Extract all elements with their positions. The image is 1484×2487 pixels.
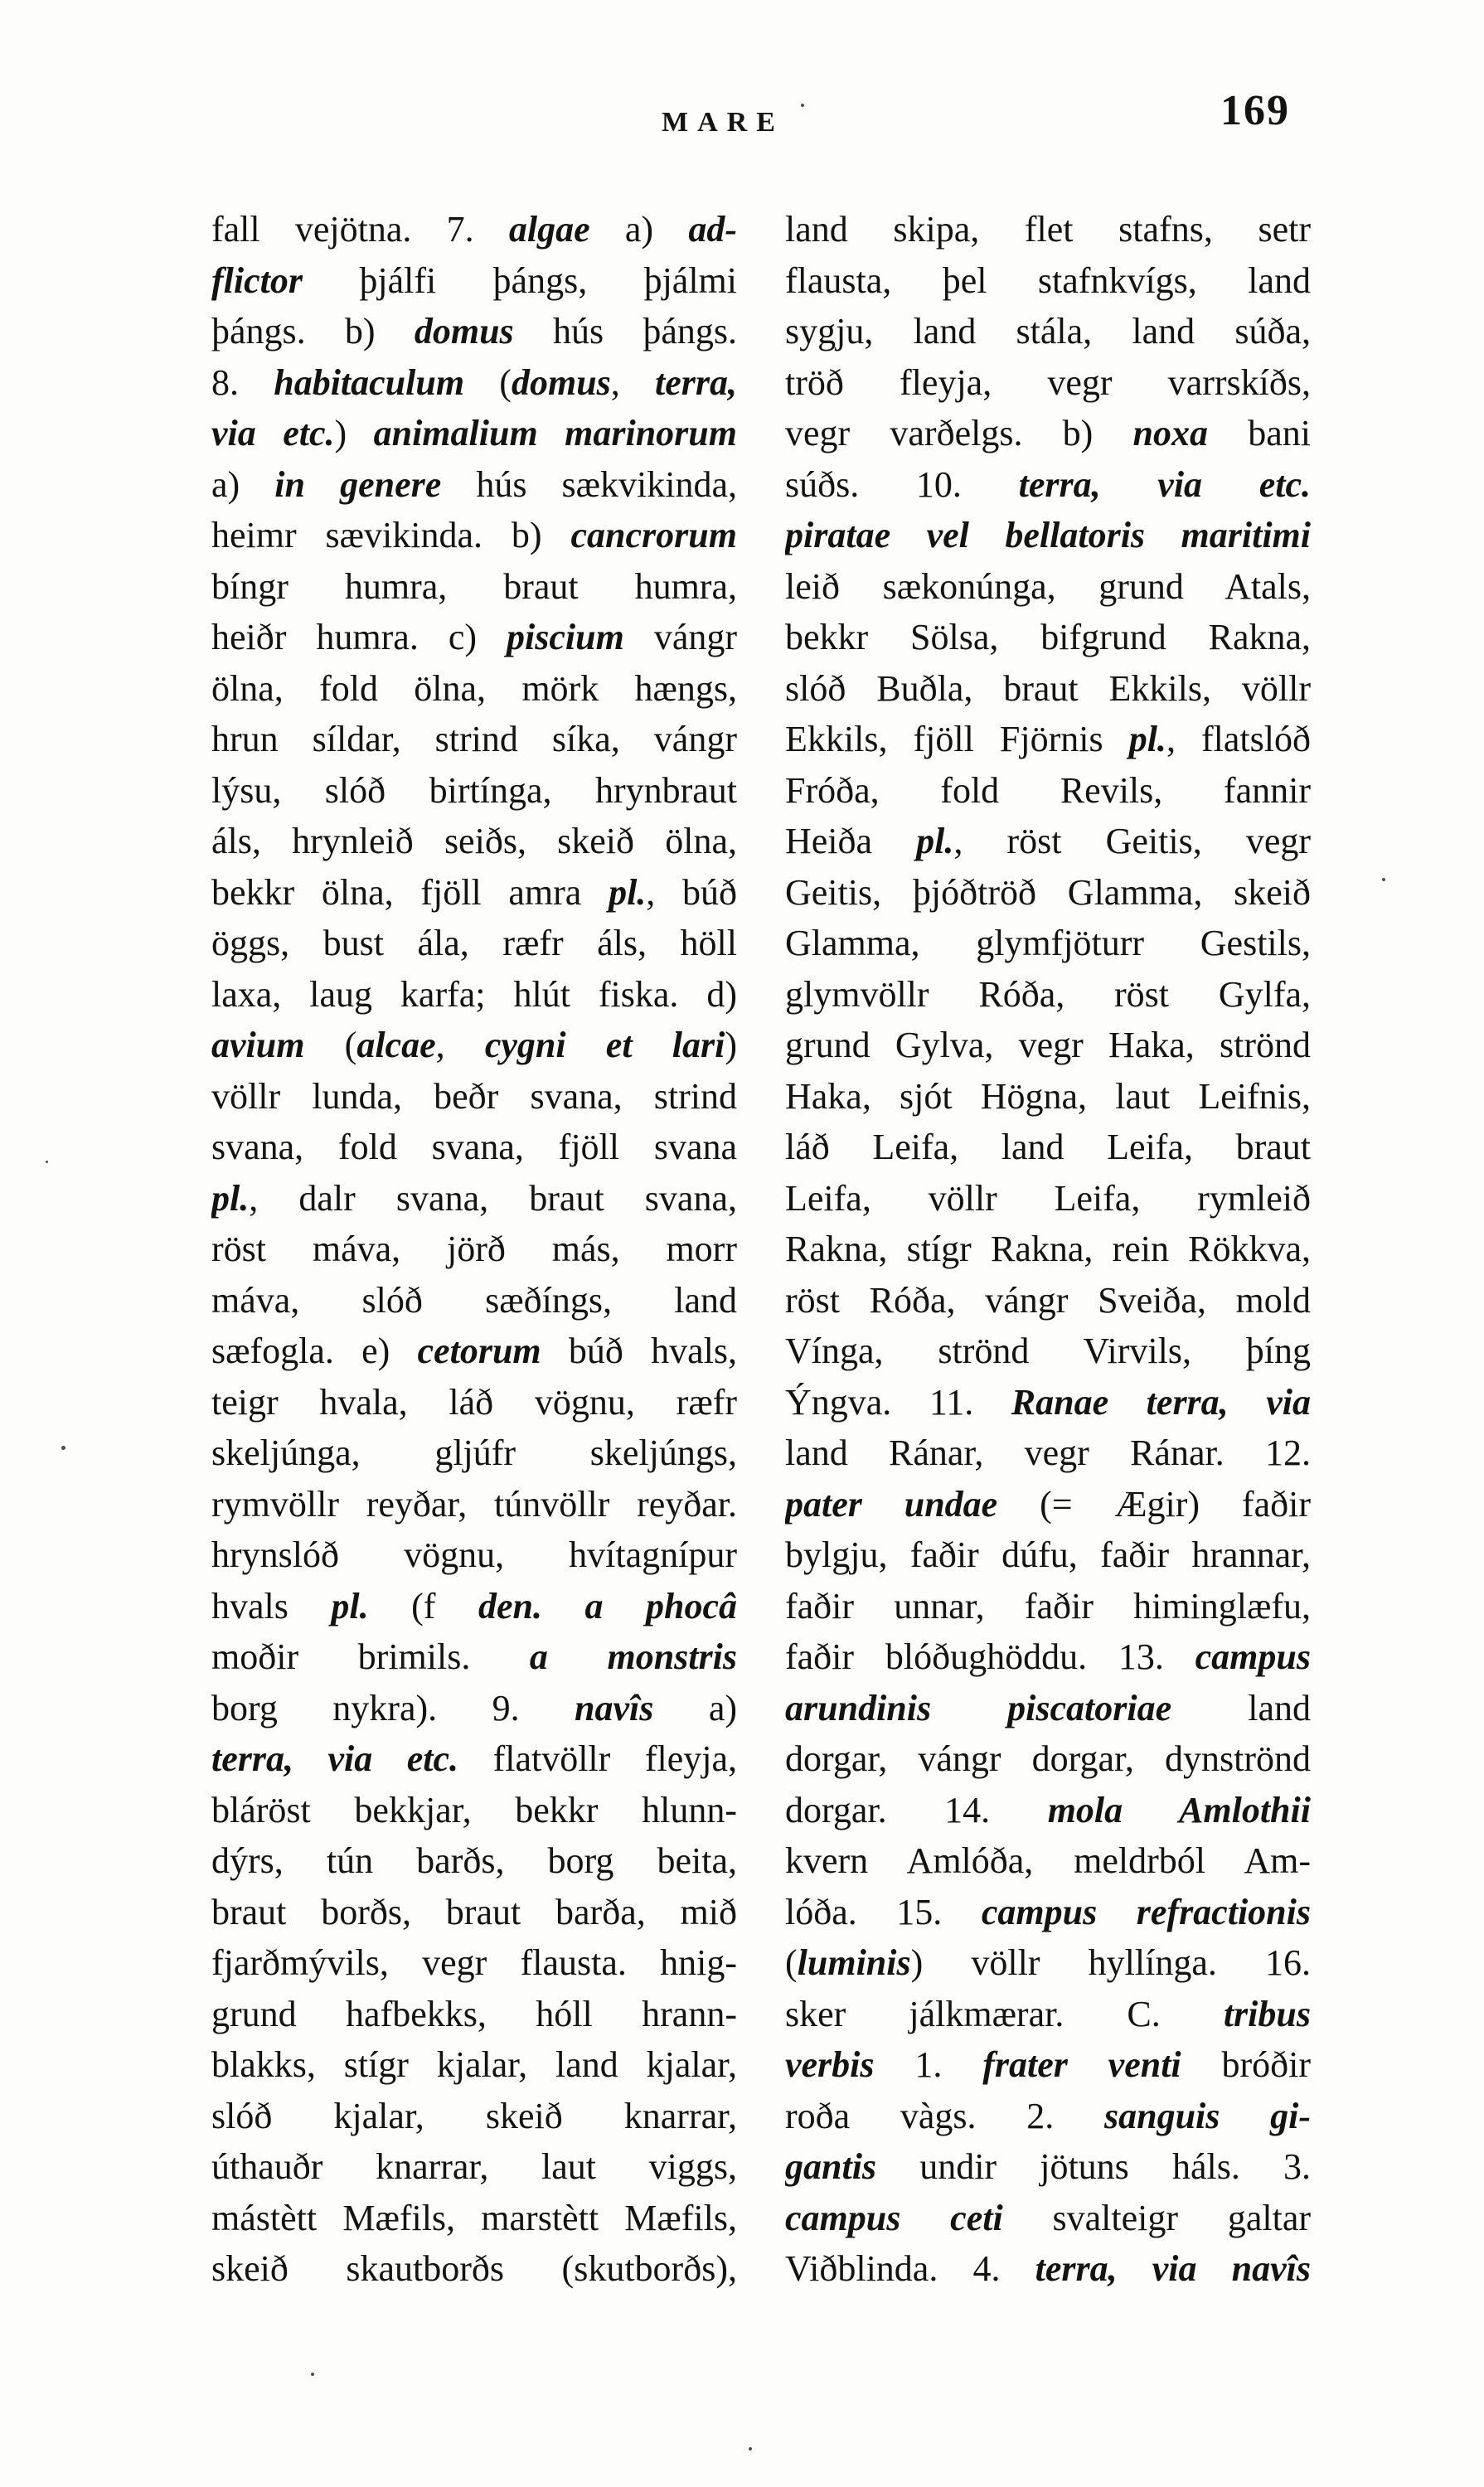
text-run: , dalr svana, braut svana, [249,1177,737,1219]
text-line [785,2039,1311,2091]
text-run: svana, fold svana, fjöll svana [211,1127,737,1167]
latin-term: cancrorum [570,515,737,555]
latin-term: arundinis piscatoriae [785,1687,1172,1728]
text-line [211,408,737,459]
left-column [211,204,737,2295]
latin-term: animalium marinorum [373,413,737,453]
text-run: dýrs, tún barðs, borg beita, [211,1840,737,1881]
text-run: land Ránar, vegr Ránar. 12. [785,1433,1311,1473]
text-line [785,1020,1311,1071]
text-line [785,1835,1311,1887]
text-run: a) [589,209,689,250]
text-run: sæfogla. e) [211,1331,418,1371]
latin-term: campus ceti [785,2197,1003,2238]
text-line [785,1224,1311,1275]
text-run: vegr varðelgs. b) [785,413,1133,453]
text-run: Ekkils, fjöll Fjörnis [785,719,1129,759]
text-line [211,2091,737,2142]
latin-term: domus [414,311,514,351]
text-run: a) [211,463,275,505]
scan-speck [749,2447,752,2451]
text-run: undir jötuns háls. 3. [876,2146,1311,2187]
text-line [785,2141,1311,2193]
text-run: rymvöllr reyðar, túnvöllr reyðar. [211,1483,737,1525]
text-run: glymvöllr Róða, röst Gylfa, [785,973,1311,1015]
text-run: úthauðr knarrar, laut viggs, [211,2146,737,2187]
scan-speck [311,2373,314,2376]
text-run: heimr sævikinda. b) [211,515,571,555]
latin-term: verbis [785,2044,875,2085]
text-line [785,1683,1311,1734]
text-run: ) völlr hyllínga. 16. [910,1942,1311,1983]
text-line [785,204,1311,255]
text-run: lóða. 15. [785,1891,982,1932]
text-run: hús þángs. [513,311,737,351]
text-run: Heiða [785,821,917,861]
text-run: kvern Amlóða, meldrból Am- [785,1840,1311,1881]
text-run: teigr hvala, láð vögnu, ræfr [211,1381,737,1423]
text-line [785,561,1311,613]
text-run: a) [653,1687,737,1728]
text-run: máva, slóð sæðíngs, land [211,1279,737,1321]
text-line [785,1326,1311,1377]
scan-speck [46,1161,48,1163]
text-line [785,510,1311,561]
text-run: sygju, land stála, land súða, [785,311,1311,351]
text-run: bróðir [1181,2044,1311,2085]
text-line [785,2243,1311,2295]
text-run: Vínga, strönd Virvils, þíng [785,1331,1311,1371]
text-line [211,1937,737,1989]
text-run: þángs. b) [211,311,415,351]
latin-term: pl. [916,821,954,861]
text-run: , [435,1025,485,1065]
text-line [211,663,737,715]
text-line [211,1377,737,1428]
scan-speck [1382,878,1385,881]
right-column [785,204,1311,2295]
latin-term: gantis [785,2146,877,2187]
latin-term: avium [211,1025,305,1065]
text-line [785,1887,1311,1938]
text-line [211,1122,737,1173]
latin-term: mola Amlothii [1047,1789,1311,1830]
text-line [211,816,737,867]
latin-term: cetorum [417,1331,541,1371]
latin-term: campus [1195,1636,1311,1677]
text-run: , [610,361,656,403]
latin-term: frater venti [982,2044,1181,2085]
text-line [211,1020,737,1071]
text-run: moðir brimils. [211,1636,530,1677]
text-line [785,1479,1311,1530]
text-run: Rakna, stígr Rakna, rein Rökkva, [785,1229,1311,1269]
text-line [211,2141,737,2193]
text-line [211,357,737,409]
text-line [785,1733,1311,1785]
text-line [785,714,1311,765]
latin-term: alcae [356,1025,436,1065]
text-run: Leifa, völlr Leifa, rymleið [785,1177,1311,1219]
text-line [211,714,737,765]
latin-term: tribus [1223,1993,1311,2034]
text-line [211,918,737,969]
text-run: (= Ægir) faðir [997,1483,1311,1525]
text-run [542,1586,585,1626]
text-line [785,1581,1311,1632]
text-run: öggs, bust ála, ræfr áls, höll [211,923,737,963]
text-run: Ýngva. 11. [785,1381,1011,1423]
latin-term: ad- [688,209,737,250]
text-line [785,2193,1311,2244]
text-line [785,2091,1311,2142]
text-line [785,1937,1311,1989]
latin-term: terra, via etc. [1018,463,1311,505]
text-line [785,1173,1311,1224]
text-run: áls, hrynleið seiðs, skeið ölna, [211,821,737,861]
text-run: 8. [211,361,274,403]
text-line [211,1275,737,1326]
text-line [785,867,1311,919]
latin-term: a phocâ [584,1585,737,1626]
text-run: laxa, laug karfa; hlút fiska. d) [211,973,737,1015]
text-line [211,1479,737,1530]
latin-term: campus refractionis [981,1891,1311,1932]
text-line [785,1989,1311,2040]
text-line [211,1071,737,1122]
text-run: ( [785,1942,798,1983]
text-line [211,510,737,561]
text-run: Viðblinda. 4. [785,2248,1035,2289]
latin-term: terra, via etc. [211,1738,459,1779]
text-run: grund Gylva, vegr Haka, strönd [785,1025,1311,1065]
latin-term: algae [508,209,590,250]
text-run: hrynslóð vögnu, hvítagnípur [211,1534,737,1575]
text-run: roða vàgs. 2. [785,2095,1104,2136]
text-run: hrun síldar, strind síka, vángr [211,719,737,759]
text-run: svalteigr galtar [1002,2197,1311,2238]
text-run: borg nykra). 9. [211,1687,575,1728]
text-line [785,408,1311,459]
text-run: slóð Buðla, braut Ekkils, völlr [785,667,1311,709]
text-line [785,1631,1311,1683]
text-line [211,459,737,511]
text-line [211,561,737,613]
latin-term: terra, via navîs [1035,2248,1311,2289]
text-line [211,1989,737,2040]
text-run: Geitis, þjóðtröð Glamma, skeið [785,871,1311,913]
text-run: skeið skautborðs (skutborðs), [211,2248,737,2289]
text-run: þjálfi þángs, þjálmi [302,259,737,301]
text-run: land [1171,1687,1311,1728]
text-run: bylgju, faðir dúfu, faðir hrannar, [785,1534,1311,1575]
text-line [211,1887,737,1938]
text-line [211,1683,737,1734]
text-run: láð Leifa, land Leifa, braut [785,1127,1311,1167]
text-run: ( [304,1025,357,1065]
latin-term: terra, [655,361,737,403]
text-run: blakks, stígr kjalar, land kjalar, [211,2044,737,2085]
text-line [211,1581,737,1632]
text-line [785,1071,1311,1122]
text-run: land skipa, flet stafns, setr [785,209,1311,250]
text-run: braut borðs, braut barða, mið [211,1891,737,1932]
text-line [785,663,1311,715]
text-run: röst máva, jörð más, morr [211,1229,737,1269]
latin-term: domus [511,361,611,403]
text-line [211,1733,737,1785]
text-run: bíngr humra, braut humra, [211,565,737,607]
text-run: faðir unnar, faðir himinglæfu, [785,1585,1311,1626]
text-line [785,255,1311,307]
latin-term: pl. [609,871,647,913]
text-line [211,306,737,357]
latin-term: luminis [797,1942,911,1983]
text-line [785,1377,1311,1428]
latin-term: a monstris [529,1636,737,1677]
text-run: súðs. 10. [785,463,1019,505]
text-line [211,612,737,663]
text-line [785,1530,1311,1581]
text-line [785,357,1311,409]
text-line [785,459,1311,511]
text-line [211,1835,737,1887]
text-run: , flatslóð [1166,719,1311,759]
latin-term: pl. [211,1177,250,1219]
latin-term: flictor [211,259,303,301]
text-line [785,306,1311,357]
scan-speck [801,104,804,107]
text-line [785,918,1311,969]
text-run: lýsu, slóð birtínga, hrynbraut [211,769,737,811]
text-run: ( [464,361,512,403]
text-run: flausta, þel stafnkvígs, land [785,259,1311,301]
text-run: slóð kjalar, skeið knarrar, [211,2095,737,2136]
latin-term: sanguis gi- [1103,2095,1311,2136]
text-run: tröð fleyja, vegr varrskíðs, [785,361,1311,403]
text-run: , röst Geitis, vegr [953,821,1311,861]
text-line [211,1173,737,1224]
latin-term: noxa [1132,413,1209,453]
text-line [211,204,737,255]
text-run: bláröst bekkjar, bekkr hlunn- [211,1789,737,1830]
latin-term: pl. [1128,719,1166,759]
text-run: bekkr Sölsa, bifgrund Rakna, [785,617,1311,657]
text-line [785,1275,1311,1326]
scan-speck [61,1446,65,1450]
latin-term: habitaculum [274,361,465,403]
text-run: ölna, fold ölna, mörk hængs, [211,667,737,709]
text-line [211,765,737,817]
text-run: dorgar, vángr dorgar, dynströnd [785,1738,1311,1779]
latin-term: den. [478,1585,542,1626]
text-run: , búð [646,871,737,913]
text-line [211,1326,737,1377]
text-run: fjarðmývils, vegr flausta. hnig- [211,1942,737,1983]
latin-term: via etc. [211,413,335,453]
text-run: ) [725,1025,737,1065]
text-run: heiðr humra. c) [211,617,507,657]
text-run: leið sækonúnga, grund Atals, [785,565,1311,607]
text-line [785,816,1311,867]
text-line [785,1785,1311,1836]
latin-term: pl. [331,1585,369,1626]
text-line [211,1631,737,1683]
text-line [211,867,737,919]
text-run: Fróða, fold Revils, fannir [785,769,1311,811]
text-line [785,765,1311,817]
text-run: fall vejötna. 7. [211,209,509,250]
text-line [211,255,737,307]
text-run: mástètt Mæfils, marstètt Mæfils, [211,2197,737,2238]
text-run: búð hvals, [541,1331,737,1371]
text-run: ) [334,413,374,453]
text-line [785,612,1311,663]
text-run: skeljúnga, gljúfr skeljúngs, [211,1433,737,1473]
text-line [785,1428,1311,1479]
text-block [211,204,1311,2295]
text-run: faðir blóðughöddu. 13. [785,1636,1195,1677]
text-run: hvals [211,1585,332,1626]
text-run: (f [368,1585,478,1626]
text-line [785,969,1311,1020]
text-run: völlr lunda, beðr svana, strind [211,1075,737,1117]
latin-term: in genere [274,463,442,505]
text-run: 1. [874,2044,983,2085]
text-line [211,2243,737,2295]
latin-term: Ranae terra, via [1011,1381,1311,1423]
latin-term: piratae vel bellatoris maritimi [785,515,1311,555]
text-run: Haka, sjót Högna, laut Leifnis, [785,1075,1311,1117]
text-run: flatvöllr fleyja, [458,1738,737,1779]
latin-term: navîs [575,1687,654,1728]
text-line [211,1224,737,1275]
text-line [785,1122,1311,1173]
page-number: 169 [1220,87,1290,134]
text-run: vángr [623,617,737,657]
text-run: hús sækvikinda, [441,463,737,505]
latin-term: piscium [507,617,624,657]
latin-term: pater undae [785,1483,998,1525]
latin-term: cygni et lari [484,1025,725,1065]
text-line [211,969,737,1020]
text-run: Glamma, glymfjöturr Gestils, [785,923,1311,963]
text-line [211,2193,737,2244]
text-run: bani [1208,413,1311,453]
running-title: MARE [662,107,784,138]
text-line [211,1530,737,1581]
text-run: dorgar. 14. [785,1789,1048,1830]
text-run: sker jálkmærar. C. [785,1993,1224,2034]
text-run: röst Róða, vángr Sveiða, mold [785,1279,1311,1321]
text-line [211,2039,737,2091]
text-line [211,1785,737,1836]
text-run: grund hafbekks, hóll hrann- [211,1993,737,2034]
text-line [211,1428,737,1479]
text-run: bekkr ölna, fjöll amra [211,871,609,913]
